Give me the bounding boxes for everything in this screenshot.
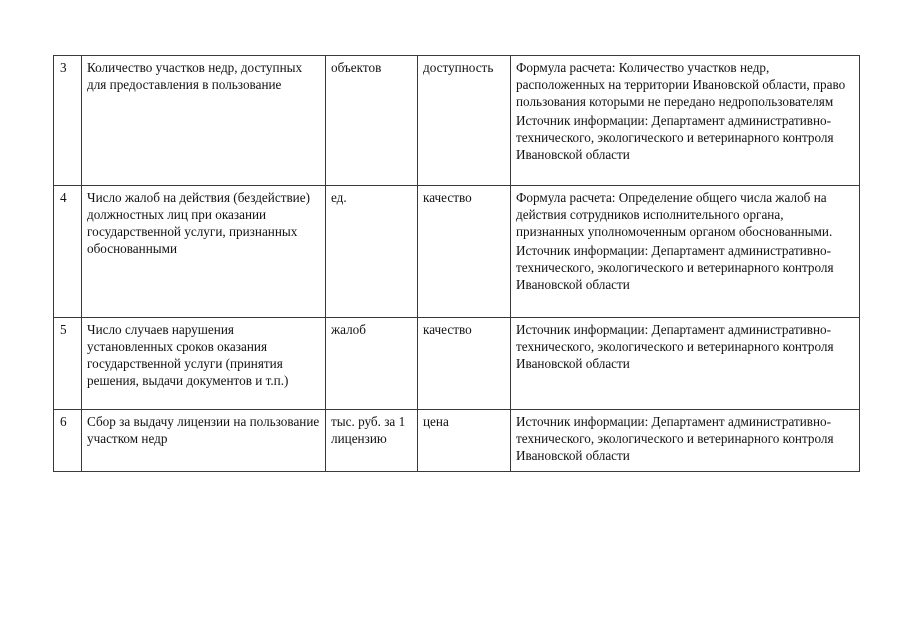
indicator-info: [511, 56, 860, 186]
indicator-name: Количество участков недр, доступных для предоставления в пользование: [82, 56, 326, 186]
calculation-formula: Формула расчета: Количество участков недр, расположенных на территории Ивановской области, право пользования которыми не передано недропользователям: [516, 60, 846, 109]
unit-of-measure: жалоб: [326, 318, 418, 410]
information-source: Источник информации: Департамент административно-технического, экологического и ветеринарного контроля Ивановской области: [516, 414, 834, 463]
indicator-name: Число жалоб на действия (бездействие) должностных лиц при оказании государственной услуги, признанных обоснованными: [82, 186, 326, 318]
indicator-characteristic: качество: [418, 318, 511, 410]
indicator-info: [511, 318, 860, 410]
indicator-name: Число случаев нарушения установленных сроков оказания государственной услуги (принятия решения, выдачи документов и т.п.): [82, 318, 326, 410]
information-source: Источник информации: Департамент административно-технического, экологического и ветеринарного контроля Ивановской области: [516, 322, 834, 371]
unit-of-measure: объектов: [326, 56, 418, 186]
indicator-characteristic: цена: [418, 410, 511, 472]
indicator-name: Сбор за выдачу лицензии на пользование участком недр: [82, 410, 326, 472]
row-number: 5: [54, 318, 82, 410]
indicator-info: [511, 186, 860, 318]
table-row: [54, 186, 860, 318]
indicator-characteristic: качество: [418, 186, 511, 318]
indicators-table: [53, 55, 860, 472]
information-source: Источник информации: Департамент административно-технического, экологического и ветеринарного контроля Ивановской области: [516, 113, 834, 162]
table-row: [54, 56, 860, 186]
unit-of-measure: тыс. руб. за 1 лицензию: [326, 410, 418, 472]
row-number: 6: [54, 410, 82, 472]
calculation-formula: Формула расчета: Определение общего числа жалоб на действия сотрудников исполнительного органа, признанных уполномоченным органом обоснованными.: [516, 190, 833, 239]
row-number: 3: [54, 56, 82, 186]
table-row: [54, 318, 860, 410]
row-number: 4: [54, 186, 82, 318]
unit-of-measure: ед.: [326, 186, 418, 318]
indicator-info: [511, 410, 860, 472]
indicator-characteristic: доступность: [418, 56, 511, 186]
table-row: [54, 410, 860, 472]
information-source: Источник информации: Департамент административно-технического, экологического и ветеринарного контроля Ивановской области: [516, 243, 834, 292]
